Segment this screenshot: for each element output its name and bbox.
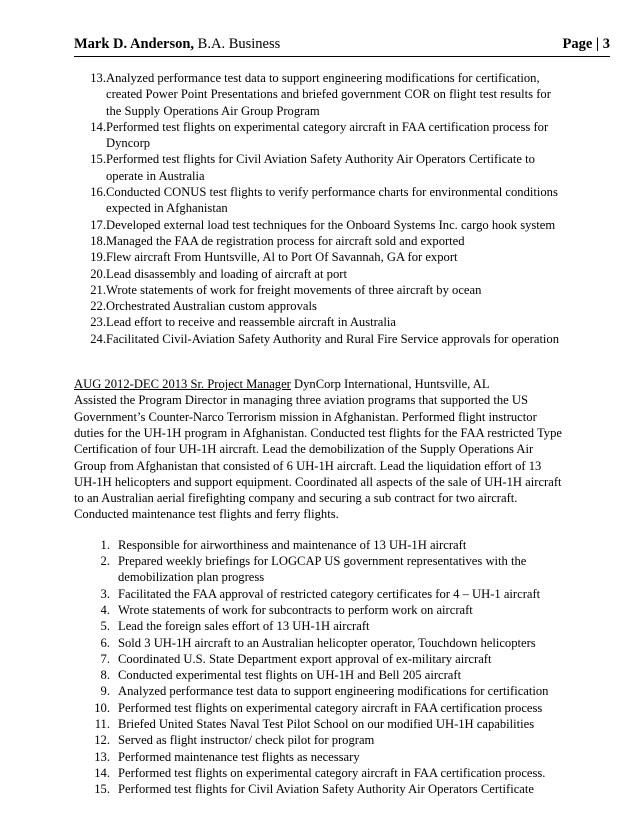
list-item — [74, 70, 566, 119]
list-item — [74, 314, 566, 330]
job-description: Assisted the Program Director in managing three aviation programs that supported the US Government’s Counter-Narco Terrorism mission in Afghanistan. Performed flight instructor duties for the UH-1H program in Afghanistan. Conducted test flights for the FAA restricted Type Certification of four UH-1H aircraft. Lead the demobilization of the Supply Operations Air Group from Afghanistan that consisted of 6 UH-1H aircraft. Lead the liquidation effort of 13 UH-1H helicopters and support equipment. Coordinated all aspects of the sale of UH-1H aircraft to an Australian aerial firefighting company and securing a sub contract for two aircraft. Conducted maintenance test flights and ferry flights. — [74, 393, 562, 522]
list-item — [74, 282, 566, 298]
list-item-number: 18. — [90, 233, 106, 248]
list-item-number: 14. — [90, 119, 106, 134]
list-item — [74, 266, 566, 282]
list-item-text: Performed maintenance test flights as necessary — [118, 749, 360, 764]
list-item — [74, 716, 566, 732]
list-item-number: 1. — [100, 537, 110, 552]
list-item-number: 2. — [100, 554, 110, 569]
list-item — [74, 700, 566, 716]
list-item-number: 15. — [94, 782, 110, 797]
list-item-text: Performed test flights for Civil Aviation Safety Authority Air Operators Certificate — [118, 782, 534, 797]
list-item — [74, 184, 566, 217]
list-item-text: Performed test flights on experimental category aircraft in FAA certification process — [118, 700, 543, 715]
list-item — [74, 119, 566, 152]
list-item — [74, 233, 566, 249]
list-item — [74, 749, 566, 765]
list-item-number: 15. — [90, 152, 106, 167]
list-item-number: 17. — [90, 217, 106, 232]
list-item — [74, 586, 566, 602]
list-item-text: Briefed United States Naval Test Pilot School on our modified UH-1H capabilities — [118, 716, 535, 731]
list-item-number: 20. — [90, 266, 106, 281]
list-item — [74, 537, 566, 553]
list-item-number: 22. — [90, 299, 106, 314]
list-item-text: Facilitated Civil-Aviation Safety Authority and Rural Fire Service approvals for operation — [106, 331, 560, 346]
list-item-number: 10. — [94, 700, 110, 715]
list-item-text: Lead the foreign sales effort of 13 UH-1H aircraft — [118, 619, 370, 634]
list-item-text: Prepared weekly briefings for LOGCAP US government representatives with the demobilization plan progress — [118, 554, 527, 585]
list-item-text: Analyzed performance test data to support engineering modifications for certification, created Power Point Presentations and briefed government COR on flight test results for the Supply Operations Air Group Program — [106, 71, 551, 118]
list-item-number: 21. — [90, 282, 106, 297]
list-item-text: Conducted CONUS test flights to verify performance charts for environmental conditions expected in Afghanistan — [106, 185, 558, 216]
job-date-title: AUG 2012-DEC 2013 Sr. Project Manager — [74, 377, 291, 392]
list-item-text: Performed test flights on experimental category aircraft in FAA certification process for Dyncorp — [106, 119, 549, 151]
list-item-number: 14. — [94, 765, 110, 780]
list-item-text: Lead effort to receive and reassemble aircraft in Australia — [106, 315, 396, 330]
list-item-number: 13. — [94, 749, 110, 764]
list-item-number: 3. — [100, 586, 110, 601]
list-item — [74, 151, 566, 184]
list-item-number: 12. — [94, 733, 110, 748]
list-item — [74, 553, 566, 586]
list-item — [74, 298, 566, 314]
job-employer: DynCorp International, Huntsville, AL — [290, 377, 490, 392]
duties-list-dyncorp — [74, 537, 566, 798]
duties-list-previous — [74, 70, 566, 347]
list-item-text: Performed test flights for Civil Aviation Safety Authority Air Operators Certificate to operate in Australia — [106, 152, 535, 183]
list-item-number: 13. — [90, 71, 106, 85]
list-item-text: Performed test flights on experimental category aircraft in FAA certification process. — [118, 765, 546, 780]
list-item — [74, 249, 566, 265]
list-item-text: Wrote statements of work for freight movements of three aircraft by ocean — [106, 282, 482, 297]
page-header — [74, 34, 610, 57]
list-item — [74, 331, 566, 347]
list-item-number: 6. — [100, 635, 110, 650]
list-item — [74, 765, 566, 781]
list-item-text: Managed the FAA de registration process for aircraft sold and exported — [106, 233, 465, 248]
list-item-number: 8. — [100, 668, 110, 683]
list-item-text: Responsible for airworthiness and maintenance of 13 UH-1H aircraft — [118, 537, 467, 552]
list-item-text: Flew aircraft From Huntsville, Al to Port Of Savannah, GA for export — [106, 250, 458, 265]
list-item-text: Facilitated the FAA approval of restricted category certificates for 4 – UH-1 aircraft — [118, 586, 541, 601]
list-item-number: 5. — [100, 619, 110, 634]
list-item-number: 11. — [94, 716, 110, 731]
author-degree: B.A. Business — [197, 36, 281, 52]
job-heading — [74, 376, 566, 392]
list-item-text: Served as flight instructor/ check pilot for program — [118, 733, 375, 748]
list-item-number: 4. — [100, 602, 110, 617]
list-item-number: 16. — [90, 185, 106, 200]
list-item-text: Wrote statements of work for subcontracts to perform work on aircraft — [118, 602, 473, 617]
list-item — [74, 217, 566, 233]
list-item-number: 23. — [90, 315, 106, 330]
list-item — [74, 602, 566, 618]
list-item-number: 9. — [100, 684, 110, 699]
list-item-number: 19. — [90, 250, 106, 265]
author-name: Mark D. Anderson, — [74, 36, 195, 52]
list-item-text: Sold 3 UH-1H aircraft to an Australian helicopter operator, Touchdown helicopters — [118, 635, 536, 650]
list-item-text: Conducted experimental test flights on UH-1H and Bell 205 aircraft — [118, 668, 462, 683]
list-item — [74, 683, 566, 699]
list-item — [74, 667, 566, 683]
list-item-text: Coordinated U.S. State Department export approval of ex-military aircraft — [118, 651, 492, 666]
list-item-text: Analyzed performance test data to support engineering modifications for certification — [118, 684, 549, 699]
list-item-number: 24. — [90, 331, 106, 346]
list-item — [74, 635, 566, 651]
page-number: Page | 3 — [562, 36, 610, 52]
job-entry — [74, 376, 566, 523]
list-item-text: Developed external load test techniques for the Onboard Systems Inc. cargo hook system — [106, 217, 556, 232]
list-item — [74, 732, 566, 748]
list-item — [74, 618, 566, 634]
list-item-text: Orchestrated Australian custom approvals — [106, 299, 317, 314]
resume-content — [74, 70, 566, 797]
list-item — [74, 781, 566, 797]
list-item-text: Lead disassembly and loading of aircraft at port — [106, 266, 347, 281]
list-item-number: 7. — [100, 651, 110, 666]
list-item — [74, 651, 566, 667]
